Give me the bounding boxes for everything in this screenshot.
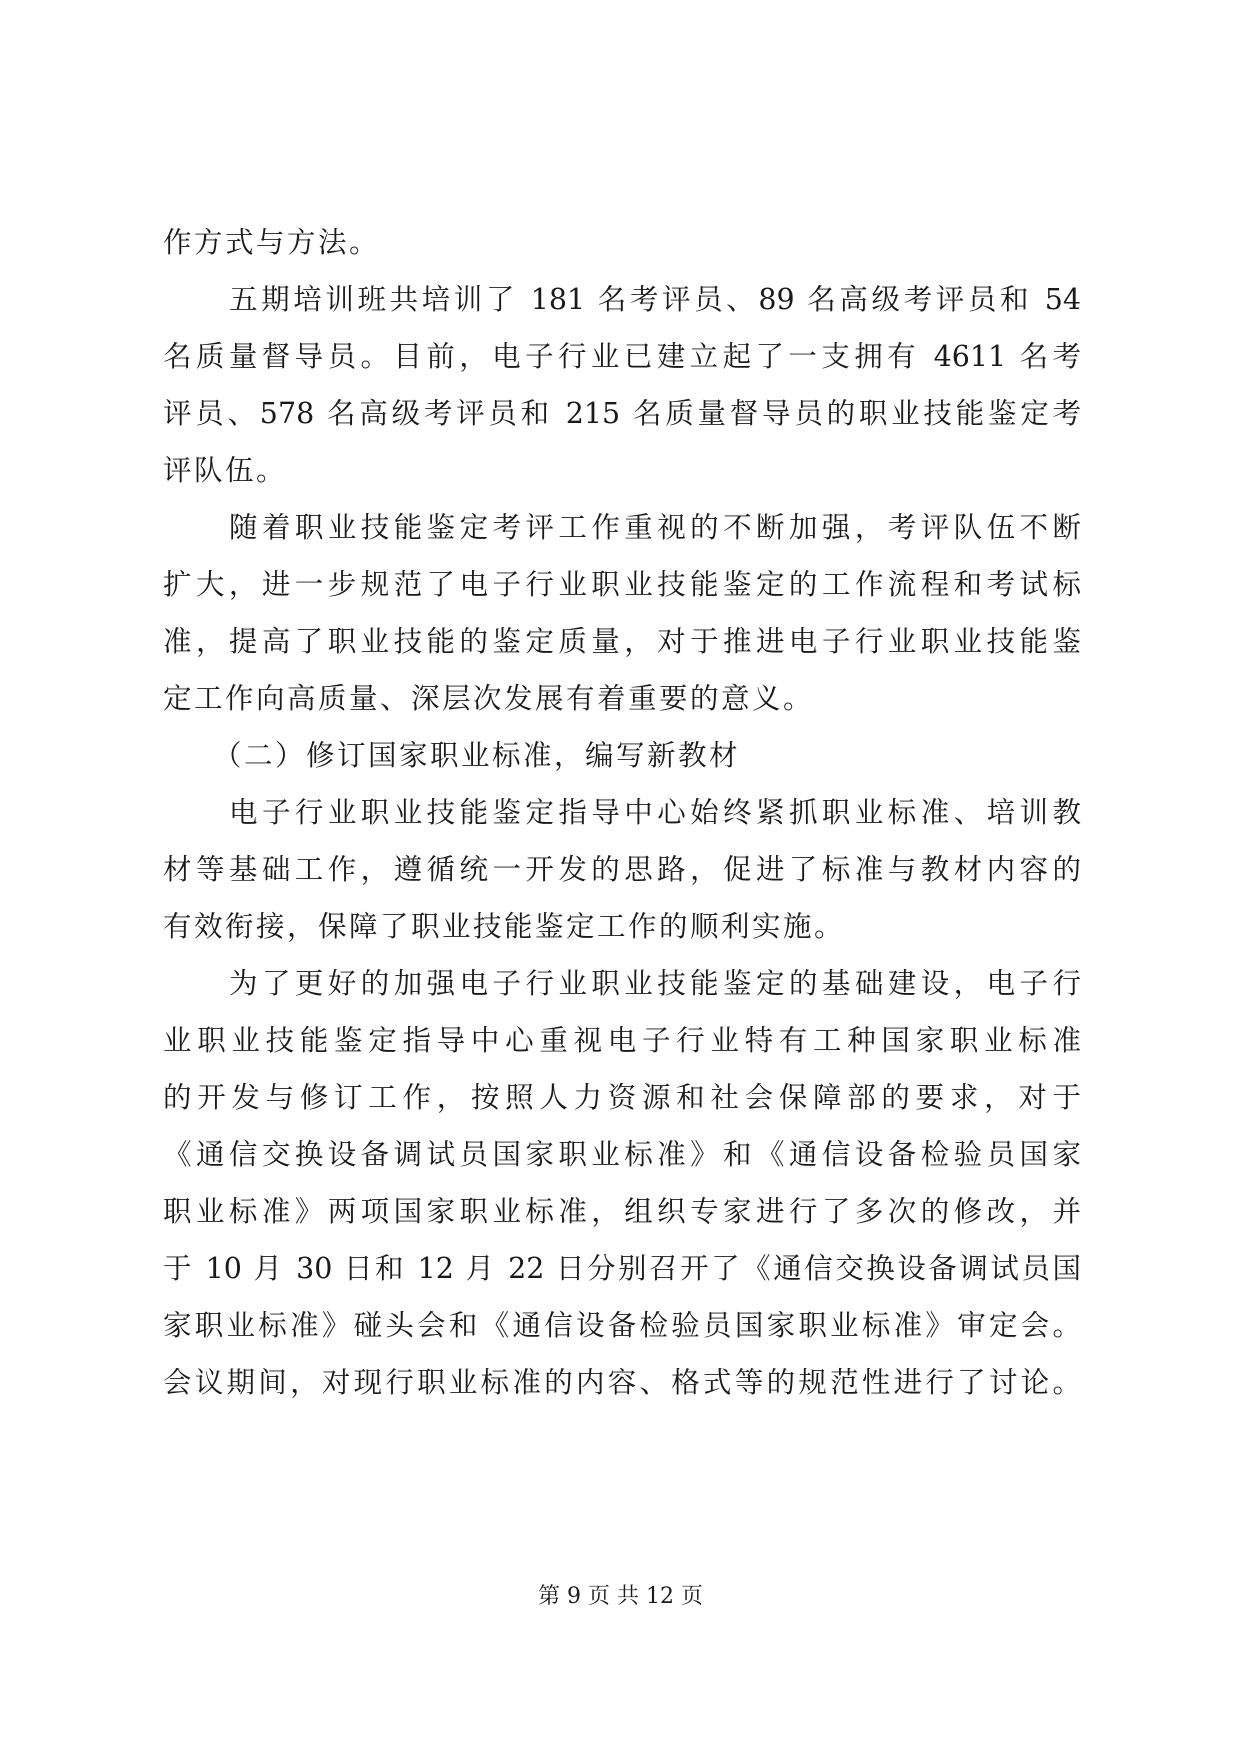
section-heading: （二）修订国家职业标准，编写新教材	[213, 739, 741, 772]
text-line: 的开发与修订工作，按照人力资源和社会保障部的要求，对于	[163, 1081, 1081, 1114]
text-line: 扩大，进一步规范了电子行业职业技能鉴定的工作流程和考试标	[163, 568, 1081, 601]
text-line: 家职业标准》碰头会和《通信设备检验员国家职业标准》审定会。	[163, 1309, 1081, 1342]
paragraph-first-line: 随着职业技能鉴定考评工作重视的不断加强，考评队伍不断	[229, 511, 1081, 544]
paragraph-first-line: 电子行业职业技能鉴定指导中心始终紧抓职业标准、培训教	[229, 796, 1081, 829]
text-line: 名质量督导员。目前，电子行业已建立起了一支拥有 4611 名考	[163, 340, 1081, 373]
text-line: 作方式与方法。	[163, 226, 381, 259]
text-line: 评员、578 名高级考评员和 215 名质量督导员的职业技能鉴定考	[163, 397, 1081, 430]
text-line: 定工作向高质量、深层次发展有着重要的意义。	[163, 682, 815, 715]
text-line: 准，提高了职业技能的鉴定质量，对于推进电子行业职业技能鉴	[163, 625, 1081, 658]
text-line: 会议期间，对现行职业标准的内容、格式等的规范性进行了讨论。	[163, 1366, 1081, 1399]
text-line: 评队伍。	[163, 454, 288, 487]
text-line: 业职业技能鉴定指导中心重视电子行业特有工种国家职业标准	[163, 1024, 1081, 1057]
text-line: 于 10 月 30 日和 12 月 22 日分别召开了《通信交换设备调试员国	[163, 1252, 1081, 1285]
text-line: 《通信交换设备调试员国家职业标准》和《通信设备检验员国家	[163, 1138, 1081, 1171]
paragraph-first-line: 五期培训班共培训了 181 名考评员、89 名高级考评员和 54	[229, 283, 1081, 316]
page-number-footer: 第 9 页 共 12 页	[538, 1584, 703, 1609]
text-line: 职业标准》两项国家职业标准，组织专家进行了多次的修改，并	[163, 1195, 1081, 1228]
text-line: 材等基础工作，遵循统一开发的思路，促进了标准与教材内容的	[163, 853, 1081, 886]
paragraph-first-line: 为了更好的加强电子行业职业技能鉴定的基础建设，电子行	[229, 967, 1081, 1000]
text-line: 有效衔接，保障了职业技能鉴定工作的顺利实施。	[163, 910, 846, 943]
